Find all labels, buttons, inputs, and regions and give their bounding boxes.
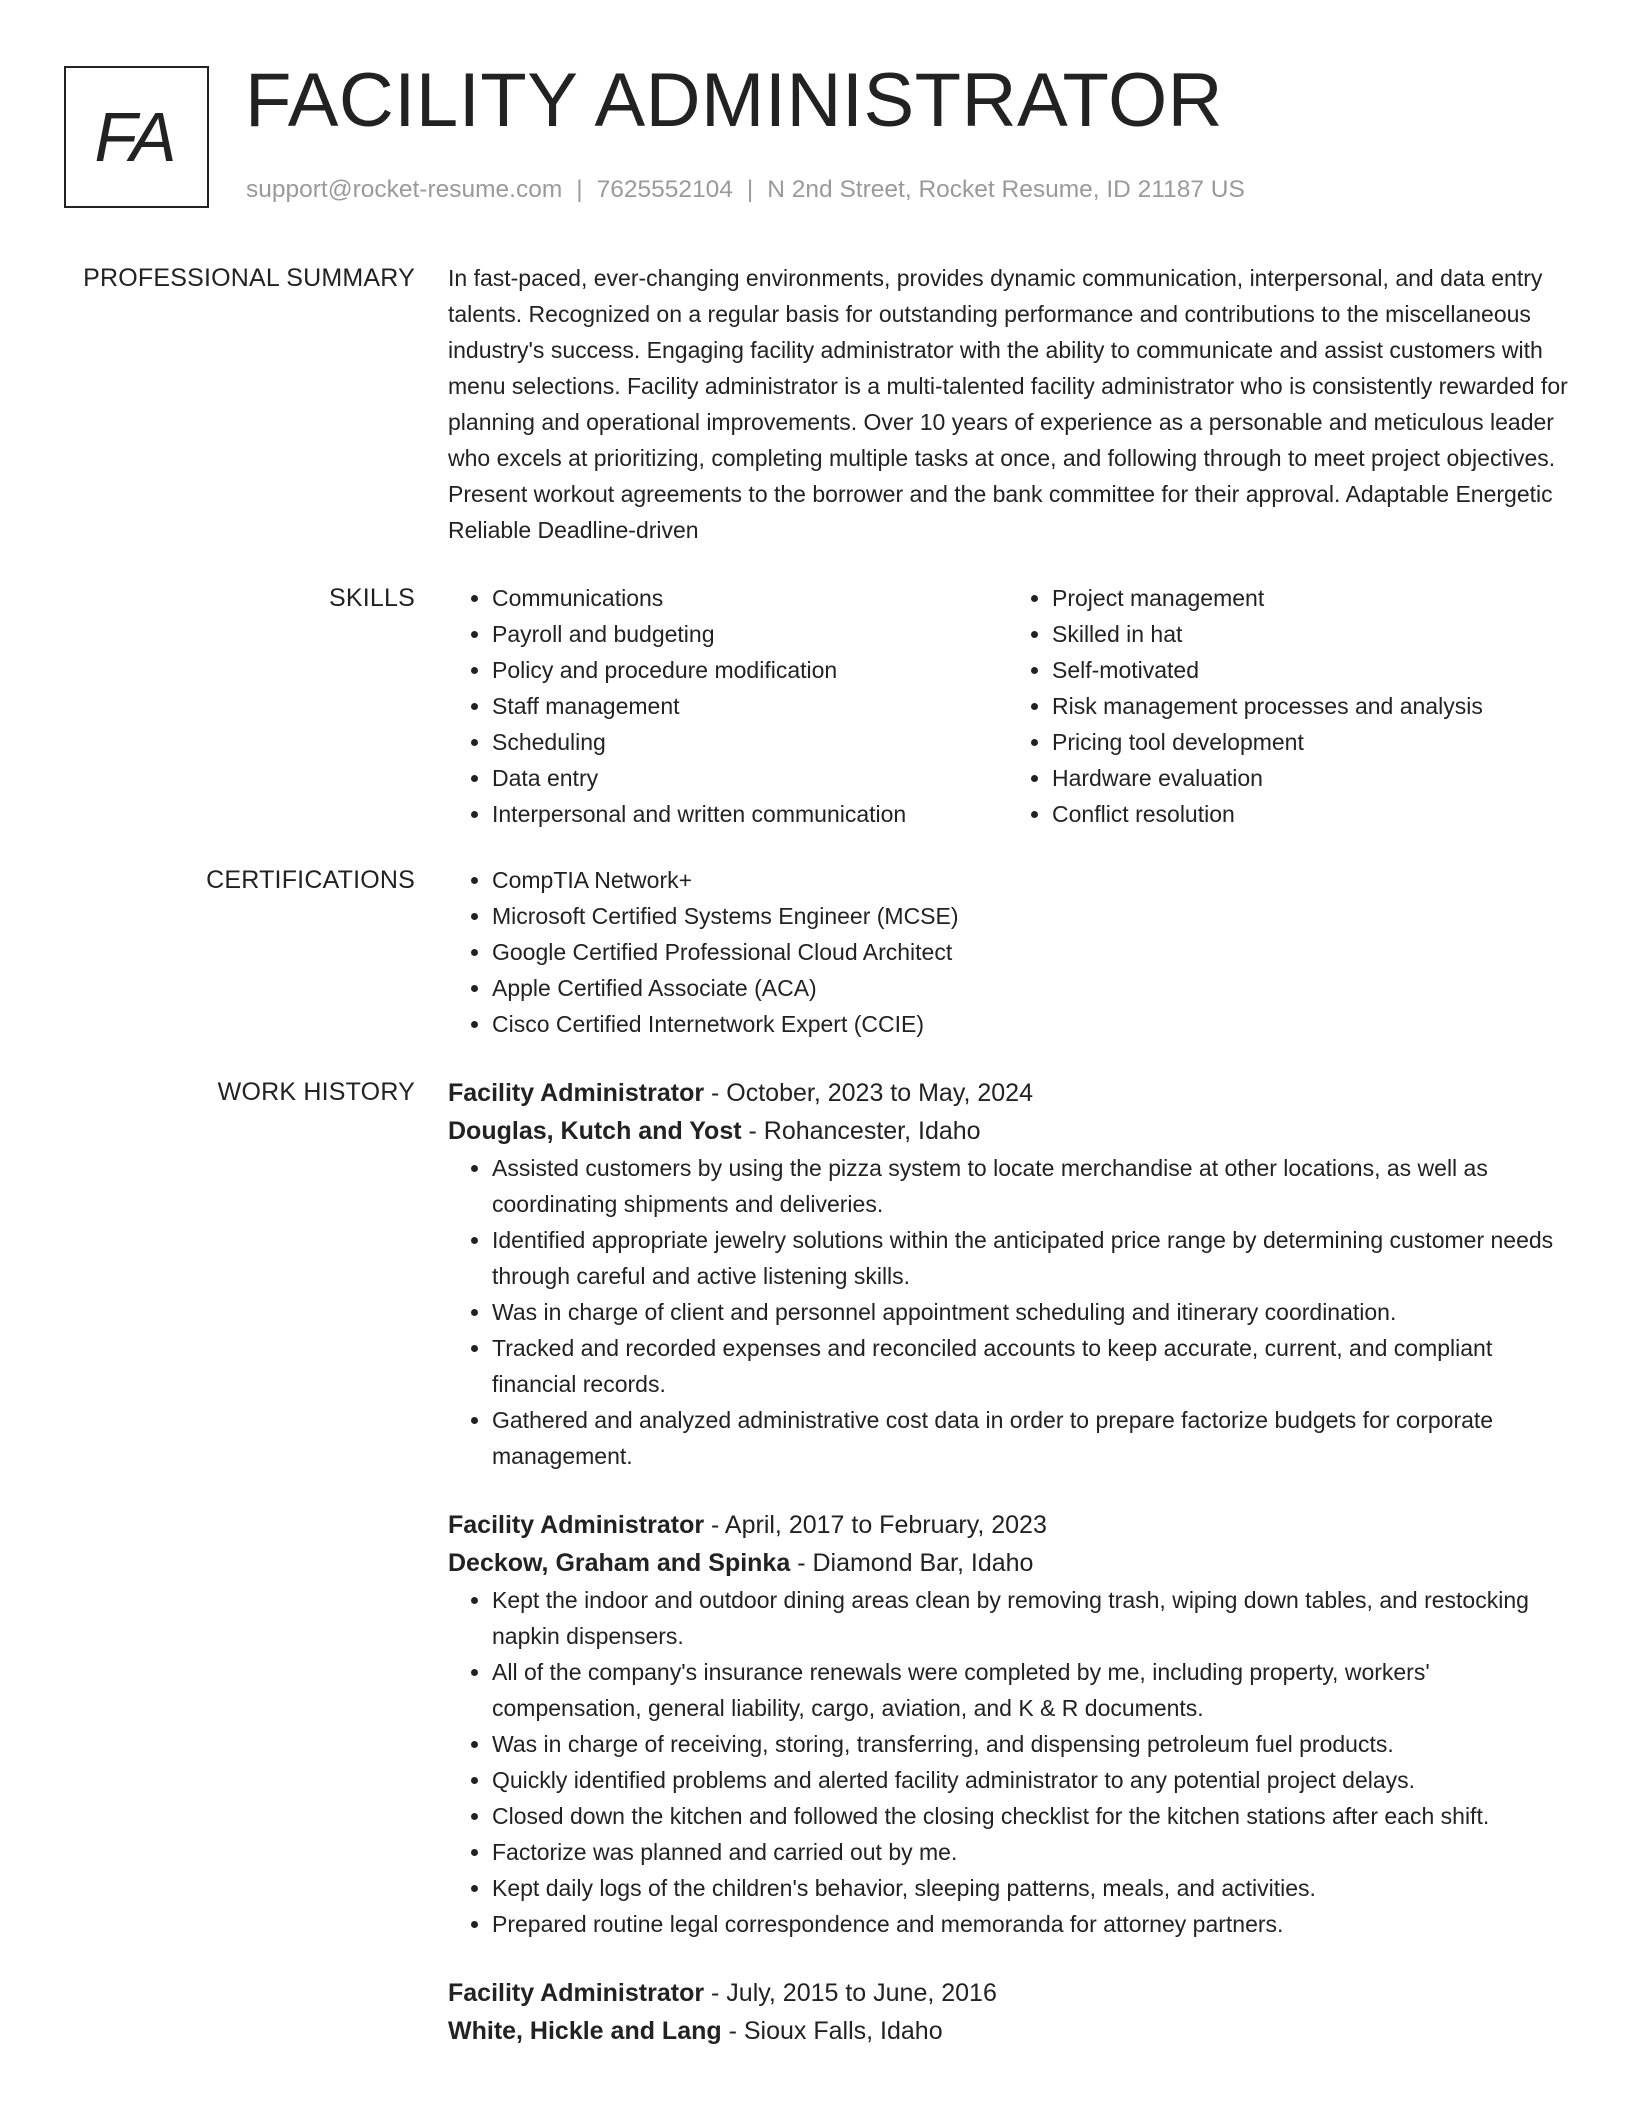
list-item: • Microsoft Certified Systems Engineer (MCSE) bbox=[492, 898, 1568, 934]
certifications-body bbox=[448, 862, 1568, 1042]
list-item: • Hardware evaluation bbox=[1052, 760, 1568, 796]
list-item: • Risk management processes and analysis bbox=[1052, 688, 1568, 724]
summary-heading: PROFESSIONAL SUMMARY bbox=[83, 264, 415, 292]
list-item: • Data entry bbox=[492, 760, 1008, 796]
list-item: • Cisco Certified Internetwork Expert (CCIE) bbox=[492, 1006, 1568, 1042]
certifications-heading: CERTIFICATIONS bbox=[206, 866, 415, 894]
job-duties-list bbox=[448, 1150, 1568, 1474]
job-duties-list bbox=[448, 1582, 1568, 1942]
job-location: - Diamond Bar, Idaho bbox=[790, 1549, 1034, 1577]
skills-list-right bbox=[1008, 580, 1568, 832]
list-item: • Staff management bbox=[492, 688, 1008, 724]
skills-body bbox=[448, 580, 1568, 832]
job-entry bbox=[448, 1974, 1568, 2050]
job-company-line bbox=[448, 2012, 1568, 2050]
list-item: • Payroll and budgeting bbox=[492, 616, 1008, 652]
work-history-body bbox=[448, 1074, 1568, 2082]
list-item: • Skilled in hat bbox=[1052, 616, 1568, 652]
job-company-line bbox=[448, 1112, 1568, 1150]
list-item: • Google Certified Professional Cloud Architect bbox=[492, 934, 1568, 970]
contact-address: N 2nd Street, Rocket Resume, ID 21187 US bbox=[767, 176, 1245, 203]
list-item: • CompTIA Network+ bbox=[492, 862, 1568, 898]
skills-heading: SKILLS bbox=[329, 584, 415, 612]
job-title-line bbox=[448, 1974, 1568, 2012]
list-item: • Kept the indoor and outdoor dining areas clean by removing trash, wiping down tables, and restocking napkin dispensers. bbox=[492, 1582, 1568, 1654]
resume-sections bbox=[0, 260, 1632, 2106]
job-title: Facility Administrator bbox=[448, 1079, 705, 1107]
list-item: • Was in charge of receiving, storing, transferring, and dispensing petroleum fuel products. bbox=[492, 1726, 1568, 1762]
job-company: White, Hickle and Lang bbox=[448, 2017, 722, 2045]
certifications-list bbox=[448, 862, 1568, 1042]
list-item: • Quickly identified problems and alerted facility administrator to any potential project delays. bbox=[492, 1762, 1568, 1798]
job-entry bbox=[448, 1506, 1568, 1942]
job-dates: - July, 2015 to June, 2016 bbox=[704, 1979, 997, 2007]
job-title: Facility Administrator bbox=[448, 1511, 705, 1539]
list-item: • Apple Certified Associate (ACA) bbox=[492, 970, 1568, 1006]
list-item: • Conflict resolution bbox=[1052, 796, 1568, 832]
list-item: • Was in charge of client and personnel appointment scheduling and itinerary coordination. bbox=[492, 1294, 1568, 1330]
job-title-line bbox=[448, 1074, 1568, 1112]
work-history-heading: WORK HISTORY bbox=[217, 1078, 415, 1106]
skills-list-left bbox=[448, 580, 1008, 832]
list-item: • Scheduling bbox=[492, 724, 1008, 760]
job-title-line bbox=[448, 1506, 1568, 1544]
resume-title: FACILITY ADMINISTRATOR bbox=[245, 58, 1224, 143]
list-item: • Prepared routine legal correspondence and memoranda for attorney partners. bbox=[492, 1906, 1568, 1942]
monogram-logo bbox=[64, 66, 209, 208]
list-item: • Identified appropriate jewelry solutions within the anticipated price range by determining customer needs through careful and active listening skills. bbox=[492, 1222, 1568, 1294]
job-dates: - April, 2017 to February, 2023 bbox=[704, 1511, 1047, 1539]
skills-section bbox=[0, 580, 1632, 832]
list-item: • Policy and procedure modification bbox=[492, 652, 1008, 688]
list-item: • Self-motivated bbox=[1052, 652, 1568, 688]
list-item: • All of the company's insurance renewals were completed by me, including property, workers' compensation, general liability, cargo, aviation, and K & R documents. bbox=[492, 1654, 1568, 1726]
summary-text: In fast-paced, ever-changing environments, provides dynamic communication, interpersonal, and data entry talents. Recognized on a regular basis for outstanding performance and contributions to the miscellaneous industry's success. Engaging facility administrator with the ability to communicate and assist customers with menu selections. Facility administrator is a multi-talented facility administrator who is consistently rewarded for planning and operational improvements. Over 10 years of experience as a personable and meticulous leader who excels at prioritizing, completing multiple tasks at once, and following through to meet project objectives. Present workout agreements to the borrower and the bank committee for their approval. Adaptable Energetic Reliable Deadline-driven bbox=[448, 265, 1568, 543]
job-location: - Sioux Falls, Idaho bbox=[721, 2017, 943, 2045]
contact-phone: 7625552104 bbox=[596, 176, 733, 203]
list-item: • Gathered and analyzed administrative cost data in order to prepare factorize budgets for corporate management. bbox=[492, 1402, 1568, 1474]
list-item: • Communications bbox=[492, 580, 1008, 616]
contact-line bbox=[246, 174, 1245, 206]
list-item: • Interpersonal and written communication bbox=[492, 796, 1008, 832]
job-company: Deckow, Graham and Spinka bbox=[448, 1549, 791, 1577]
job-entry bbox=[448, 1074, 1568, 1474]
job-location: - Rohancester, Idaho bbox=[741, 1117, 981, 1145]
summary-section bbox=[0, 260, 1632, 548]
contact-email: support@rocket-resume.com bbox=[246, 176, 563, 203]
contact-separator: | bbox=[576, 176, 583, 203]
work-history-section bbox=[0, 1074, 1632, 2082]
list-item: • Tracked and recorded expenses and reconciled accounts to keep accurate, current, and compliant financial records. bbox=[492, 1330, 1568, 1402]
job-title: Facility Administrator bbox=[448, 1979, 705, 2007]
job-dates: - October, 2023 to May, 2024 bbox=[704, 1079, 1033, 1107]
contact-separator: | bbox=[746, 176, 754, 203]
list-item: • Assisted customers by using the pizza system to locate merchandise at other locations, as well as coordinating shipments and deliveries. bbox=[492, 1150, 1568, 1222]
list-item: • Kept daily logs of the children's behavior, sleeping patterns, meals, and activities. bbox=[492, 1870, 1568, 1906]
certifications-section bbox=[0, 862, 1632, 1042]
job-company-line bbox=[448, 1544, 1568, 1582]
list-item: • Pricing tool development bbox=[1052, 724, 1568, 760]
job-company: Douglas, Kutch and Yost bbox=[448, 1117, 742, 1145]
list-item: • Project management bbox=[1052, 580, 1568, 616]
list-item: • Closed down the kitchen and followed the closing checklist for the kitchen stations after each shift. bbox=[492, 1798, 1568, 1834]
monogram-initials: FA bbox=[94, 98, 175, 176]
list-item: • Factorize was planned and carried out by me. bbox=[492, 1834, 1568, 1870]
summary-body bbox=[448, 260, 1568, 548]
